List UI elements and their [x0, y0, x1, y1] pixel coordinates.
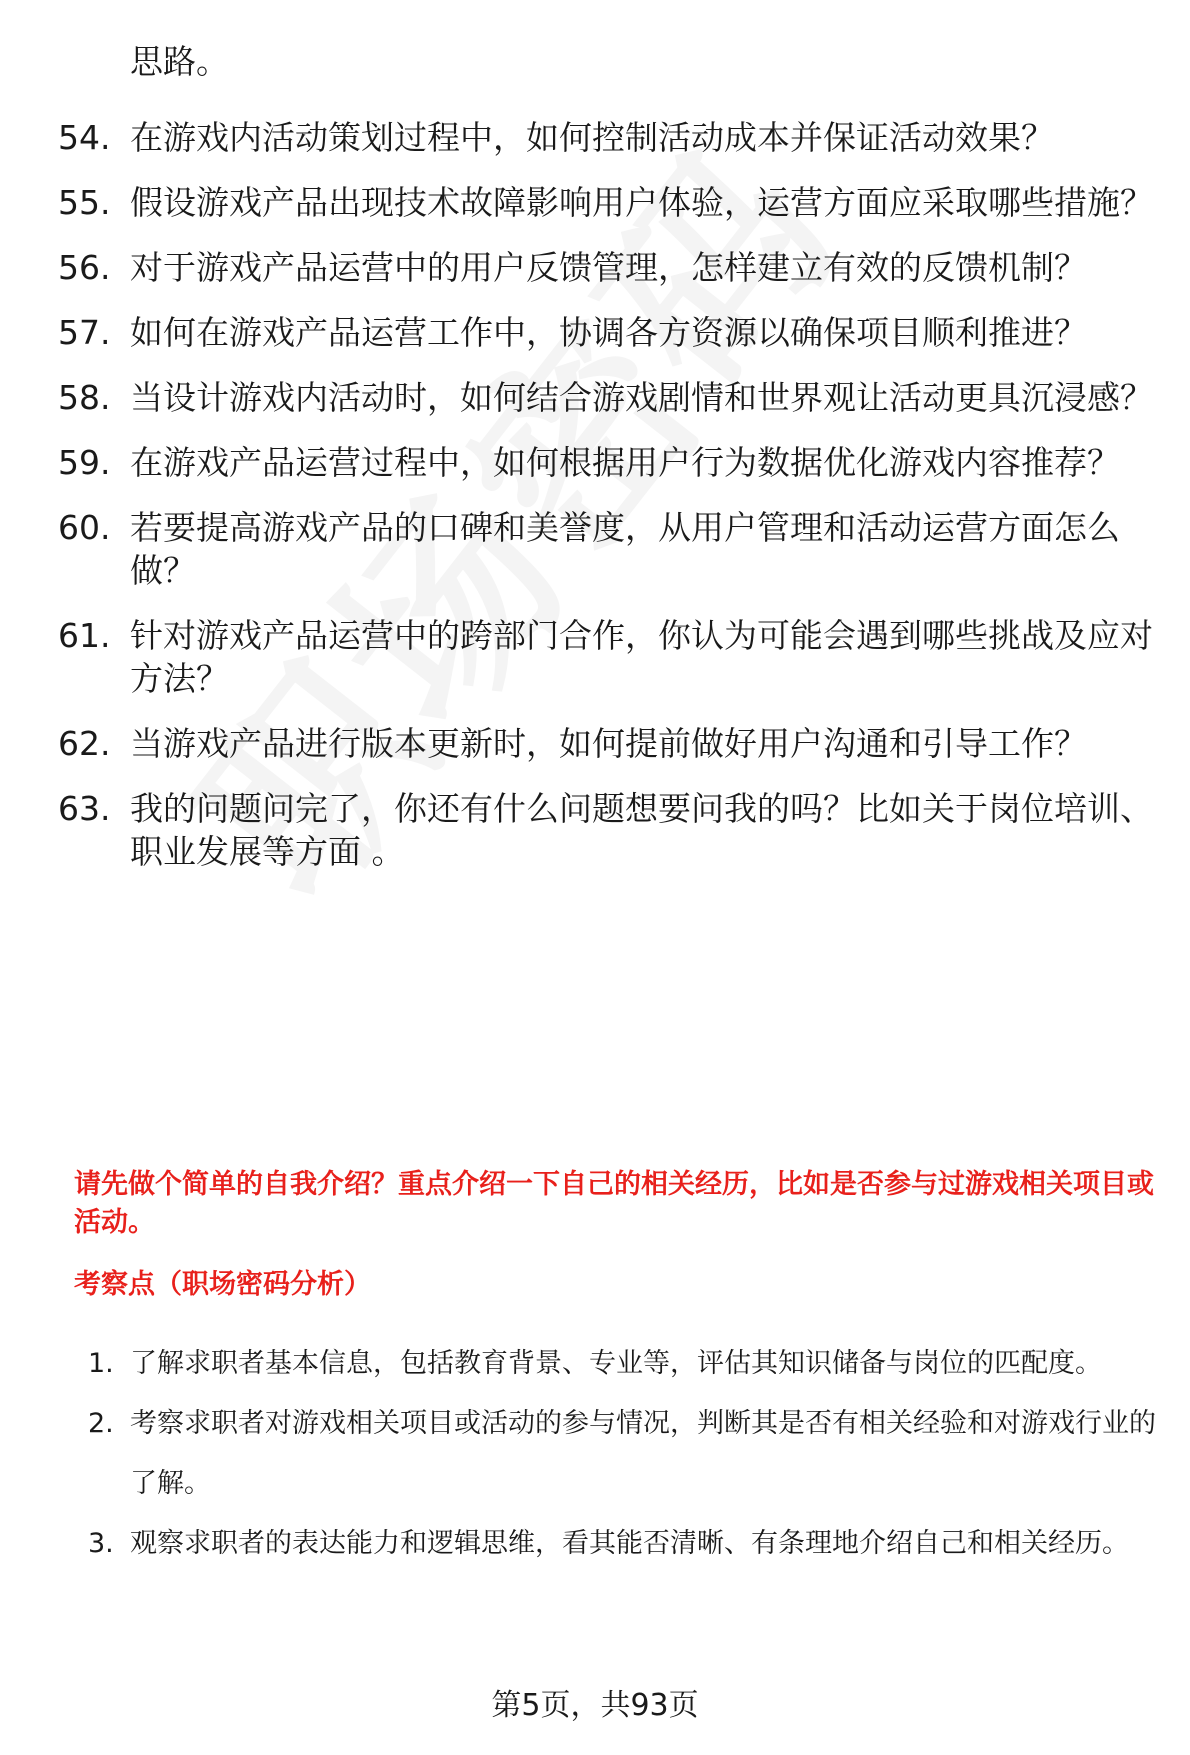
assessment-point [88, 1334, 1168, 1394]
assessment-point [88, 1394, 1168, 1514]
question-number: 55. [58, 183, 111, 222]
question-number: 57. [58, 313, 111, 352]
question-item [58, 722, 1158, 765]
point-text: 考察求职者对游戏相关项目或活动的参与情况，判断其是否有相关经验和对游戏行业的了解。 [130, 1408, 1156, 1499]
assessment-point-list [88, 1334, 1168, 1574]
question-number: 58. [58, 378, 111, 417]
question-item [58, 311, 1158, 354]
question-item [58, 441, 1158, 484]
question-item [58, 376, 1158, 419]
question-item [58, 506, 1158, 592]
question-text: 当设计游戏内活动时，如何结合游戏剧情和世界观让活动更具沉浸感？ [130, 378, 1153, 417]
question-item [58, 246, 1158, 289]
question-text: 若要提高游戏产品的口碑和美誉度，从用户管理和活动运营方面怎么做？ [130, 508, 1120, 590]
section-title: 考察点（职场密码分析） [74, 1269, 371, 1300]
question-text: 当游戏产品进行版本更新时，如何提前做好用户沟通和引导工作？ [130, 724, 1087, 763]
question-number: 61. [58, 616, 111, 655]
question-number: 59. [58, 443, 111, 482]
page-footer: 第5页，共93页 [491, 1688, 699, 1723]
question-list [58, 116, 1158, 895]
continued-text: 思路。 [130, 42, 229, 81]
point-number: 2. [88, 1408, 114, 1439]
point-number: 1. [88, 1348, 114, 1379]
question-item [58, 787, 1158, 873]
question-text: 我的问题问完了，你还有什么问题想要问我的吗？比如关于岗位培训、职业发展等方面 。 [130, 789, 1153, 871]
question-number: 56. [58, 248, 111, 287]
assessment-point [88, 1514, 1168, 1574]
point-text: 了解求职者基本信息，包括教育背景、专业等，评估其知识储备与岗位的匹配度。 [130, 1348, 1102, 1379]
question-text: 对于游戏产品运营中的用户反馈管理，怎样建立有效的反馈机制？ [130, 248, 1087, 287]
question-item [58, 116, 1158, 159]
question-text: 如何在游戏产品运营工作中，协调各方资源以确保项目顺利推进？ [130, 313, 1087, 352]
question-item [58, 181, 1158, 224]
highlight-question: 请先做个简单的自我介绍？重点介绍一下自己的相关经历，比如是否参与过游戏相关项目或活动。 [74, 1169, 1154, 1238]
question-text: 假设游戏产品出现技术故障影响用户体验，运营方面应采取哪些措施？ [130, 183, 1153, 222]
question-text: 在游戏产品运营过程中，如何根据用户行为数据优化游戏内容推荐？ [130, 443, 1120, 482]
question-number: 63. [58, 789, 111, 828]
point-text: 观察求职者的表达能力和逻辑思维，看其能否清晰、有条理地介绍自己和相关经历。 [130, 1528, 1129, 1559]
question-text: 在游戏内活动策划过程中，如何控制活动成本并保证活动效果？ [130, 118, 1054, 157]
question-number: 60. [58, 508, 111, 547]
point-number: 3. [88, 1528, 114, 1559]
question-number: 54. [58, 118, 111, 157]
question-number: 62. [58, 724, 111, 763]
question-text: 针对游戏产品运营中的跨部门合作，你认为可能会遇到哪些挑战及应对方法？ [130, 616, 1153, 698]
question-item [58, 614, 1158, 700]
